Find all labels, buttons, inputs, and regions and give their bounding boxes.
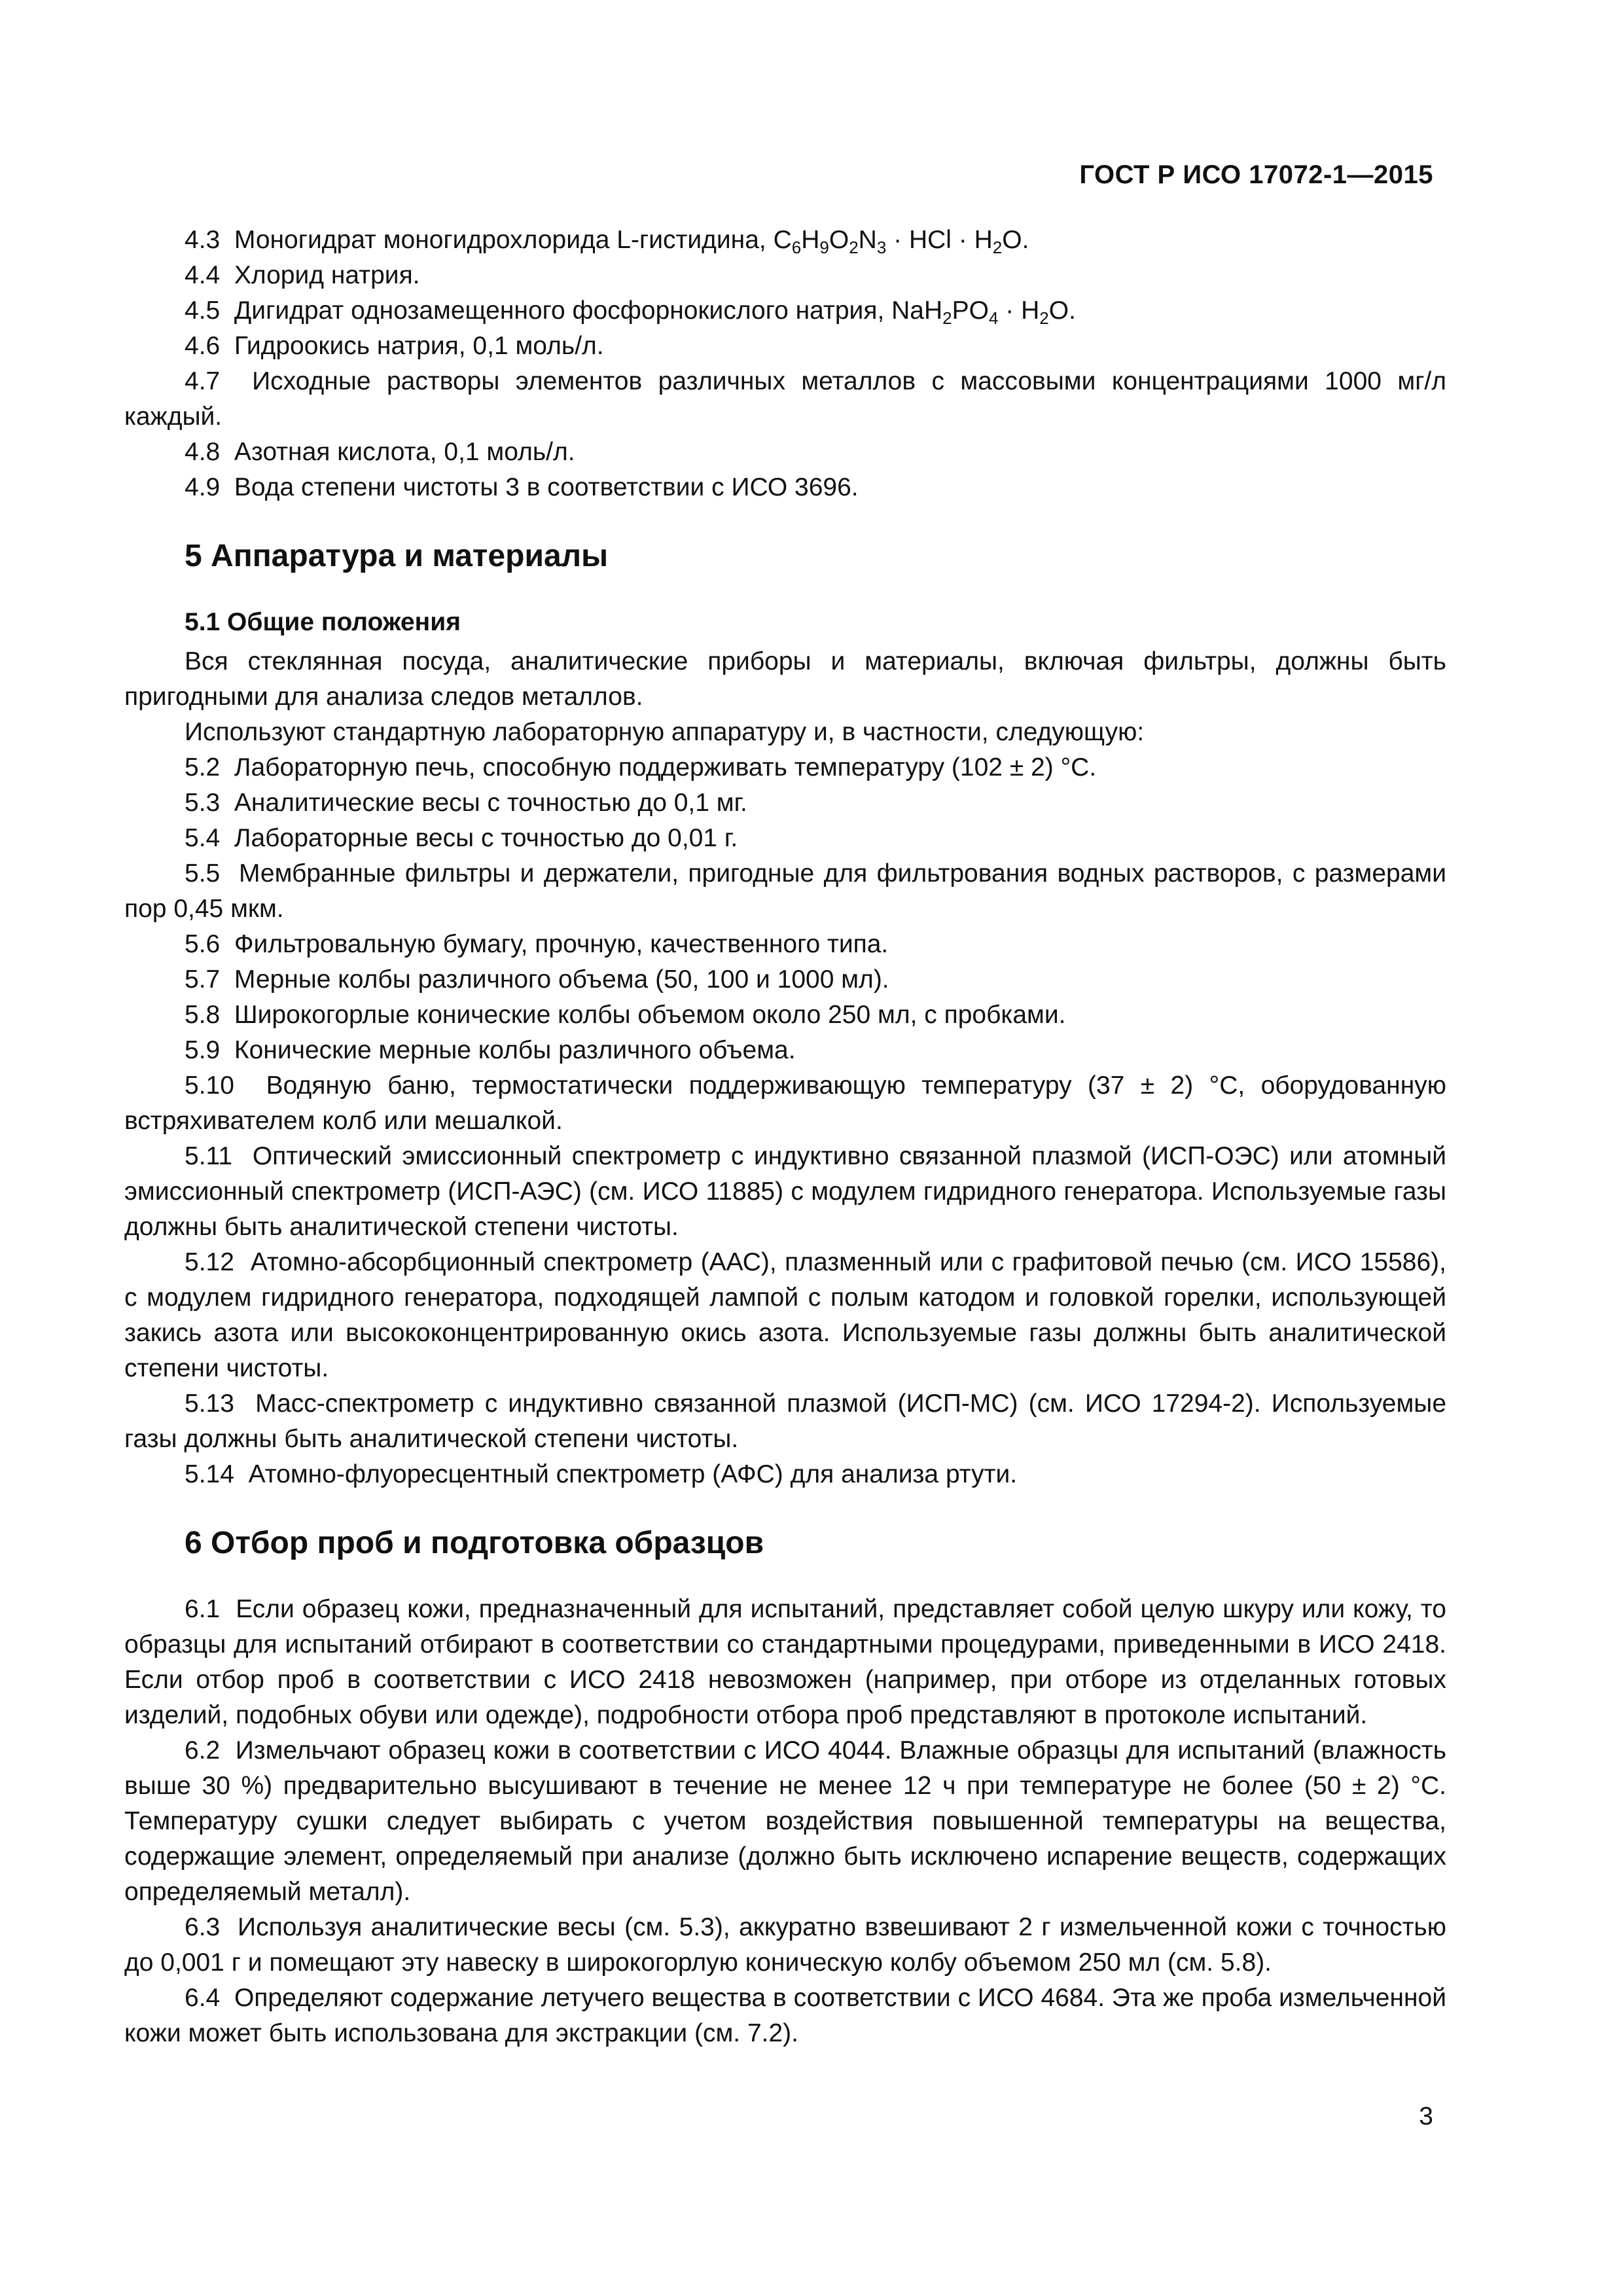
item-5-14: 5.14 Атомно-флуоресцентный спектрометр (АФС) для анализа ртути. <box>185 1460 1018 1488</box>
item-5-7: 5.7 Мерные колбы различного объема (50, 100 и 1000 мл). <box>185 965 889 994</box>
item-6-3: 6.3 Используя аналитические весы (см. 5.3), аккуратно взвешивают 2 г измельченной кожи с точностью до 0,001 г и помещают эту навеску в широкогорлую коническую колбу объемом 250 мл (см. 5.8). <box>124 1913 1447 1977</box>
item-5-8: 5.8 Широкогорлые конические колбы объемом около 250 мл, с пробками. <box>185 1001 1066 1029</box>
item-5-6: 5.6 Фильтровальную бумагу, прочную, качественного типа. <box>185 930 889 958</box>
page-number: 3 <box>1419 2102 1433 2130</box>
item-4-7: 4.7 Исходные растворы элементов различных металлов с массовыми концентрациями 1000 мг/л каждый. <box>124 367 1447 431</box>
item-5-13: 5.13 Масс-спектрометр с индуктивно связанной плазмой (ИСП-МС) (см. ИСО 17294-2). Используемые газы должны быть аналитической степени чистоты. <box>124 1390 1447 1453</box>
item-4-9: 4.9 Вода степени чистоты 3 в соответствии с ИСО 3696. <box>185 473 859 501</box>
section-5-intro-2: Используют стандартную лабораторную аппаратуру и, в частности, следующую: <box>185 718 1145 746</box>
item-5-9: 5.9 Конические мерные колбы различного объема. <box>185 1036 796 1064</box>
item-5-12: 5.12 Атомно-абсорбционный спектрометр (ААС), плазменный или с графитовой печью (см. ИСО 15586), с модулем гидридного генератора, подходящей лампой с полым катодом и головкой горелки, использующей закись азота или высококонцентрированную окись азота. Используемые газы должны быть аналитической степени чистоты. <box>124 1248 1446 1382</box>
section-5-heading: 5 Аппаратура и материалы <box>185 539 609 573</box>
section-5-intro-1: Вся стеклянная посуда, аналитические приборы и материалы, включая фильтры, должны быть пригодными для анализа следов металлов. <box>124 647 1446 711</box>
item-5-11: 5.11 Оптический эмиссионный спектрометр с индуктивно связанной плазмой (ИСП-ОЭС) или атомный эмиссионный спектрометр (ИСП-АЭС) (см. ИСО 11885) с модулем гидридного генератора. Используемые газы должны быть аналитической степени чистоты. <box>124 1142 1447 1241</box>
item-4-3: 4.3 Моногидрат моногидрохлорида L-гистидина, $C_6H_9O_2N_3$ · HCl · $H_2O$. <box>185 226 1029 257</box>
item-5-4: 5.4 Лабораторные весы с точностью до 0,01 г. <box>185 824 738 852</box>
section-5-1-heading: 5.1 Общие положения <box>185 608 461 636</box>
document-header: ГОСТ Р ИСО 17072-1—2015 <box>1079 160 1433 189</box>
item-4-8: 4.8 Азотная кислота, 0,1 моль/л. <box>185 438 575 466</box>
item-6-1: 6.1 Если образец кожи, предназначенный для испытаний, представляет собой целую шкуру или кожу, то образцы для испытаний отбирают в соответствии со стандартными процедурами, приведенными в ИСО 2418. Если отбор проб в соответствии с ИСО 2418 невозможен (например, при отборе из отделанных готовых изделий, подобных обуви или одежде), подробности отбора проб представляют в протоколе испытаний. <box>124 1595 1446 1729</box>
item-4-4: 4.4 Хлорид натрия. <box>185 261 420 289</box>
item-5-2: 5.2 Лабораторную печь, способную поддерживать температуру (102 ± 2) °С. <box>185 753 1097 781</box>
document-body <box>124 223 1446 2051</box>
section-6-heading: 6 Отбор проб и подготовка образцов <box>185 1526 764 1560</box>
item-6-2: 6.2 Измельчают образец кожи в соответствии с ИСО 4044. Влажные образцы для испытаний (влажность выше 30 %) предварительно высушивают в течение не менее 12 ч при температуре не более (50 ± 2) °С. Температуру сушки следует выбирать с учетом воздействия повышенной температуры на вещества, содержащие элемент, определяемый при анализе (должно быть исключено испарение веществ, содержащих определяемый металл). <box>124 1736 1447 1906</box>
item-4-6: 4.6 Гидроокись натрия, 0,1 моль/л. <box>185 332 604 360</box>
item-5-5: 5.5 Мембранные фильтры и держатели, пригодные для фильтрования водных растворов, с размерами пор 0,45 мкм. <box>124 859 1446 923</box>
item-4-5: 4.5 Дигидрат однозамещенного фосфорнокислого натрия, $NaH_2PO_4 \cdot H_2O$. <box>185 296 1076 328</box>
item-5-3: 5.3 Аналитические весы с точностью до 0,1 мг. <box>185 789 747 817</box>
item-6-4: 6.4 Определяют содержание летучего вещества в соответствии с ИСО 4684. Эта же проба измельченной кожи может быть использована для экстракции (см. 7.2). <box>124 1984 1446 2047</box>
item-5-10: 5.10 Водяную баню, термостатически поддерживающую температуру (37 ± 2) °С, оборудованную встряхивателем колб или мешалкой. <box>124 1071 1446 1135</box>
